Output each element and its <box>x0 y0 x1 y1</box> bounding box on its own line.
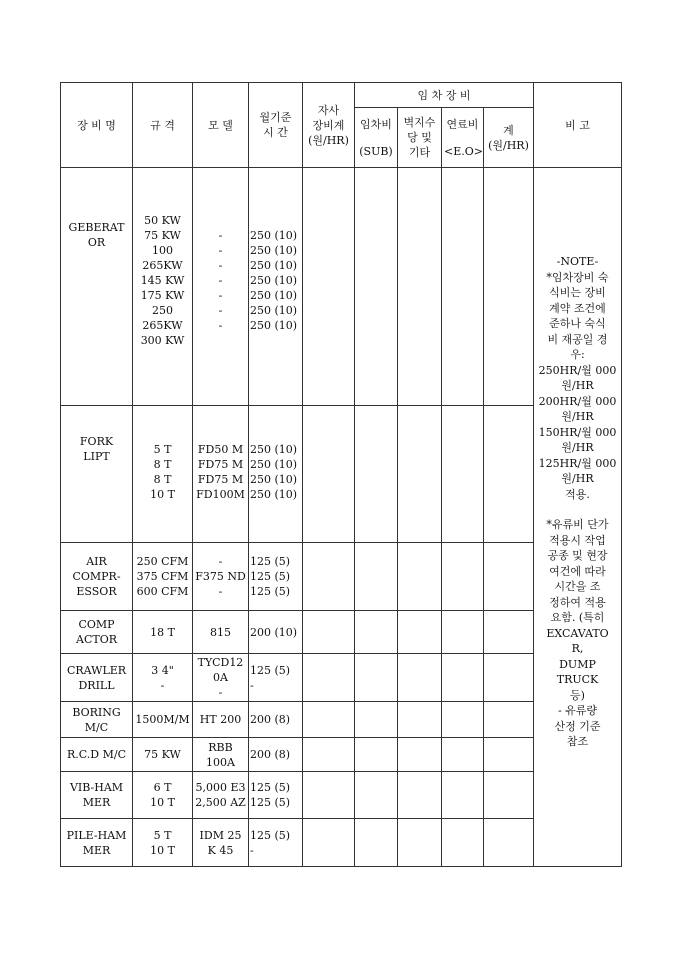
header-total: 계 (원/HR) <box>484 108 534 168</box>
note-line: TRUCK <box>556 673 599 686</box>
empty-cell <box>303 738 355 772</box>
models-line: 0A <box>213 671 228 684</box>
name-line: VIB-HAM <box>69 781 124 794</box>
specs-line: 1500M/M <box>135 713 190 726</box>
header-monthly-hours: 월기준 시 간 <box>249 83 303 168</box>
empty-cell <box>442 702 484 738</box>
name-line: OR <box>87 236 106 249</box>
note-line: DUMP <box>559 657 596 671</box>
models-line: FD75 M <box>197 473 244 486</box>
name-line: AIR <box>86 555 107 568</box>
hours-line: 125 (5) <box>250 781 291 794</box>
empty-cell <box>484 611 534 654</box>
models-line: F375 ND <box>195 570 246 583</box>
empty-cell <box>355 611 398 654</box>
empty-cell <box>484 702 534 738</box>
models-cell <box>193 819 249 867</box>
specs-cell <box>133 738 193 772</box>
empty-cell <box>484 738 534 772</box>
note-line: 산정 기준 <box>554 719 601 733</box>
empty-cell <box>442 819 484 867</box>
models-line: - <box>218 585 223 598</box>
hours-line: 125 (5) <box>250 663 291 677</box>
hours-cell <box>249 738 303 772</box>
empty-cell <box>355 772 398 819</box>
note-line: 원/HR <box>561 379 594 392</box>
specs-cell <box>133 654 193 702</box>
empty-cell <box>355 406 398 543</box>
hours-line: 250 (10) <box>250 473 298 486</box>
models-line: FD100M <box>196 488 245 501</box>
specs-cell <box>133 611 193 654</box>
hours-line: 200 (10) <box>250 625 298 639</box>
specs-line: 75 KW <box>144 229 181 242</box>
name-line: DRILL <box>78 678 115 692</box>
name-line: COMP <box>78 618 115 631</box>
note-line: -NOTE- <box>556 255 599 268</box>
hours-cell <box>249 819 303 867</box>
models-line: - <box>218 274 223 287</box>
specs-line: 18 T <box>150 625 175 639</box>
header-spec: 규 격 <box>133 83 193 168</box>
empty-cell <box>398 738 442 772</box>
note-line: 정하여 적용 <box>549 595 606 609</box>
specs-line: 100 <box>152 244 173 257</box>
hours-line: 125 (5) <box>250 828 291 842</box>
models-line: - <box>218 259 223 272</box>
name-line: M/C <box>84 720 109 734</box>
hours-line: 125 (5) <box>250 555 291 568</box>
specs-line: 75 KW <box>144 748 181 761</box>
hours-line: 250 (10) <box>250 319 298 332</box>
name-cell <box>61 654 133 702</box>
empty-cell <box>484 168 534 406</box>
specs-line: 8 T <box>153 473 172 486</box>
name-cell <box>61 168 133 406</box>
specs-cell <box>133 772 193 819</box>
note-line: *유류비 단가 <box>546 518 609 531</box>
name-line: ESSOR <box>76 585 117 598</box>
models-line: RBB <box>208 740 233 754</box>
models-line: 100A <box>206 755 235 769</box>
models-line: - <box>218 244 223 257</box>
note-line: 공종 및 현장 <box>547 549 608 562</box>
hours-line: 250 (10) <box>250 304 298 317</box>
models-line: - <box>218 555 223 568</box>
empty-cell <box>484 772 534 819</box>
header-remarks: 비 고 <box>534 83 622 168</box>
specs-cell <box>133 168 193 406</box>
models-line: HT 200 <box>199 713 242 726</box>
note-line: 250HR/월 000 <box>538 363 617 377</box>
empty-cell <box>355 738 398 772</box>
specs-line: 145 KW <box>140 274 185 287</box>
hours-line: 250 (10) <box>250 244 298 257</box>
models-cell <box>193 654 249 702</box>
empty-cell <box>442 543 484 611</box>
note-line: 계약 조건에 <box>549 301 606 315</box>
empty-cell <box>355 654 398 702</box>
note-line: *임차장비 숙 <box>546 270 609 284</box>
empty-cell <box>355 702 398 738</box>
empty-cell <box>398 819 442 867</box>
specs-line: 3 4" <box>151 663 174 677</box>
name-line: PILE-HAM <box>66 828 127 842</box>
note-line: 원/HR <box>561 441 594 454</box>
empty-cell <box>442 738 484 772</box>
specs-line: 10 T <box>150 843 175 857</box>
models-line: 2,500 AZ <box>195 796 246 809</box>
name-line: GEBERAT <box>68 221 125 234</box>
models-cell <box>193 702 249 738</box>
hours-cell <box>249 611 303 654</box>
specs-line: 5 T <box>153 828 172 842</box>
specs-line: - <box>160 678 165 692</box>
specs-cell <box>133 406 193 543</box>
hours-line: 250 (10) <box>250 259 298 272</box>
note-line: 적용. <box>565 487 590 501</box>
empty-cell <box>355 819 398 867</box>
specs-line: 375 CFM <box>136 570 189 583</box>
hours-line: 250 (10) <box>250 458 298 471</box>
hours-line: 125 (5) <box>250 796 291 809</box>
models-cell <box>193 406 249 543</box>
header-model: 모 델 <box>193 83 249 168</box>
note-line: 여건에 따라 <box>549 564 606 578</box>
specs-line: 175 KW <box>140 289 185 302</box>
specs-line: 50 KW <box>144 214 181 227</box>
specs-line: 5 T <box>153 443 172 456</box>
empty-cell <box>484 406 534 543</box>
note-line: 준하나 숙식 <box>549 317 606 330</box>
header-wall-posting: 벽지수 당 및 기타 <box>398 108 442 168</box>
empty-cell <box>398 611 442 654</box>
specs-cell <box>133 819 193 867</box>
specs-line: 265KW <box>142 319 183 332</box>
empty-cell <box>442 772 484 819</box>
specs-line: 6 T <box>153 781 172 794</box>
empty-cell <box>398 772 442 819</box>
empty-cell <box>398 406 442 543</box>
specs-line: 10 T <box>150 796 175 809</box>
empty-cell <box>303 543 355 611</box>
name-line: R.C.D M/C <box>66 748 126 761</box>
empty-cell <box>355 168 398 406</box>
empty-cell <box>442 654 484 702</box>
hours-line: 250 (10) <box>250 443 298 456</box>
name-cell <box>61 738 133 772</box>
hours-line: 200 (8) <box>250 748 291 761</box>
empty-cell <box>442 168 484 406</box>
header-rental-group: 임 차 장 비 <box>355 83 534 108</box>
models-line: - <box>218 229 223 242</box>
name-cell <box>61 702 133 738</box>
empty-cell <box>442 611 484 654</box>
empty-cell <box>303 406 355 543</box>
models-line: - <box>218 319 223 332</box>
name-cell <box>61 406 133 543</box>
empty-cell <box>303 702 355 738</box>
name-cell <box>61 611 133 654</box>
hours-cell <box>249 702 303 738</box>
models-cell <box>193 738 249 772</box>
models-line: TYCD12 <box>197 656 244 669</box>
empty-cell <box>484 543 534 611</box>
name-cell <box>61 819 133 867</box>
models-cell <box>193 168 249 406</box>
header-row-1 <box>61 83 622 108</box>
note-line: 비 재공일 경 <box>547 332 608 346</box>
hours-line: 250 (10) <box>250 289 298 302</box>
hours-line: - <box>250 678 254 692</box>
note-line: 125HR/월 000 <box>538 456 617 470</box>
models-line: - <box>218 686 223 699</box>
remarks-note <box>534 168 622 867</box>
models-line: - <box>218 289 223 302</box>
equipment-table <box>60 82 622 867</box>
note-line: 적용시 작업 <box>549 533 606 547</box>
empty-cell <box>303 611 355 654</box>
empty-cell <box>303 819 355 867</box>
note-line: 우: <box>570 348 585 361</box>
specs-line: 10 T <box>150 488 175 501</box>
hours-line: 250 (10) <box>250 229 298 242</box>
name-line: BORING <box>72 705 121 719</box>
name-cell <box>61 543 133 611</box>
hours-line <box>250 213 300 228</box>
empty-cell <box>442 406 484 543</box>
note-line: 200HR/월 000 <box>538 394 617 408</box>
empty-cell <box>398 543 442 611</box>
note-line: 요함. (특히 <box>550 611 605 624</box>
name-line: LIPT <box>83 450 110 463</box>
note-line: 식비는 장비 <box>549 286 606 299</box>
note-line: 150HR/월 000 <box>538 425 617 439</box>
empty-cell <box>484 819 534 867</box>
hours-line: - <box>250 843 254 857</box>
name-line: FORK <box>79 435 114 448</box>
specs-line: 600 CFM <box>136 585 189 598</box>
specs-line: 265KW <box>142 259 183 272</box>
note-line: 참조 <box>566 735 589 748</box>
hours-line: 200 (8) <box>250 713 291 726</box>
hours-cell <box>249 543 303 611</box>
models-line: 815 <box>210 625 231 639</box>
empty-cell <box>303 168 355 406</box>
models-cell <box>193 611 249 654</box>
note-line: 원/HR <box>561 410 594 423</box>
empty-cell <box>398 168 442 406</box>
hours-line: 125 (5) <box>250 585 291 598</box>
empty-cell <box>398 654 442 702</box>
models-line <box>195 213 246 228</box>
name-line: MER <box>82 796 111 809</box>
name-line: COMPR- <box>72 570 121 583</box>
header-rental-fee: 임차비 (SUB) <box>355 108 398 168</box>
note-line: EXCAVATO <box>546 626 609 640</box>
header-equipment-name: 장 비 명 <box>61 83 133 168</box>
note-line: - 유류량 <box>557 704 598 717</box>
specs-line: 250 <box>152 304 173 317</box>
note-line: R, <box>571 642 584 655</box>
note-line <box>536 502 619 517</box>
empty-cell <box>484 654 534 702</box>
models-line: IDM 25 <box>199 828 242 842</box>
hours-line: 250 (10) <box>250 274 298 287</box>
specs-cell <box>133 543 193 611</box>
hours-line: 250 (10) <box>250 488 298 501</box>
name-line: CRAWLER <box>66 663 127 677</box>
models-line: FD75 M <box>197 458 244 471</box>
name-line: MER <box>82 843 111 857</box>
empty-cell <box>303 772 355 819</box>
note-line: 등) <box>570 688 585 702</box>
hours-cell <box>249 772 303 819</box>
name-cell <box>61 772 133 819</box>
models-line: 5,000 E3 <box>195 781 246 794</box>
specs-line: 250 CFM <box>136 555 189 568</box>
models-line: - <box>218 304 223 317</box>
note-line: 시간을 조 <box>554 580 601 593</box>
specs-line: 300 KW <box>140 334 185 347</box>
hours-line: 125 (5) <box>250 570 291 583</box>
specs-line: 8 T <box>153 458 172 471</box>
hours-cell <box>249 654 303 702</box>
header-fuel-cost: 연료비 <E.O> <box>442 108 484 168</box>
models-line: FD50 M <box>197 443 244 456</box>
models-line: K 45 <box>207 843 234 857</box>
empty-cell <box>355 543 398 611</box>
hours-cell <box>249 406 303 543</box>
models-cell <box>193 543 249 611</box>
equipment-row <box>61 168 622 406</box>
models-cell <box>193 772 249 819</box>
name-line: ACTOR <box>76 633 117 646</box>
specs-cell <box>133 702 193 738</box>
hours-cell <box>249 168 303 406</box>
note-line: 원/HR <box>561 472 594 485</box>
empty-cell <box>398 702 442 738</box>
empty-cell <box>303 654 355 702</box>
header-own-equipment: 자사 장비계 (원/HR) <box>303 83 355 168</box>
